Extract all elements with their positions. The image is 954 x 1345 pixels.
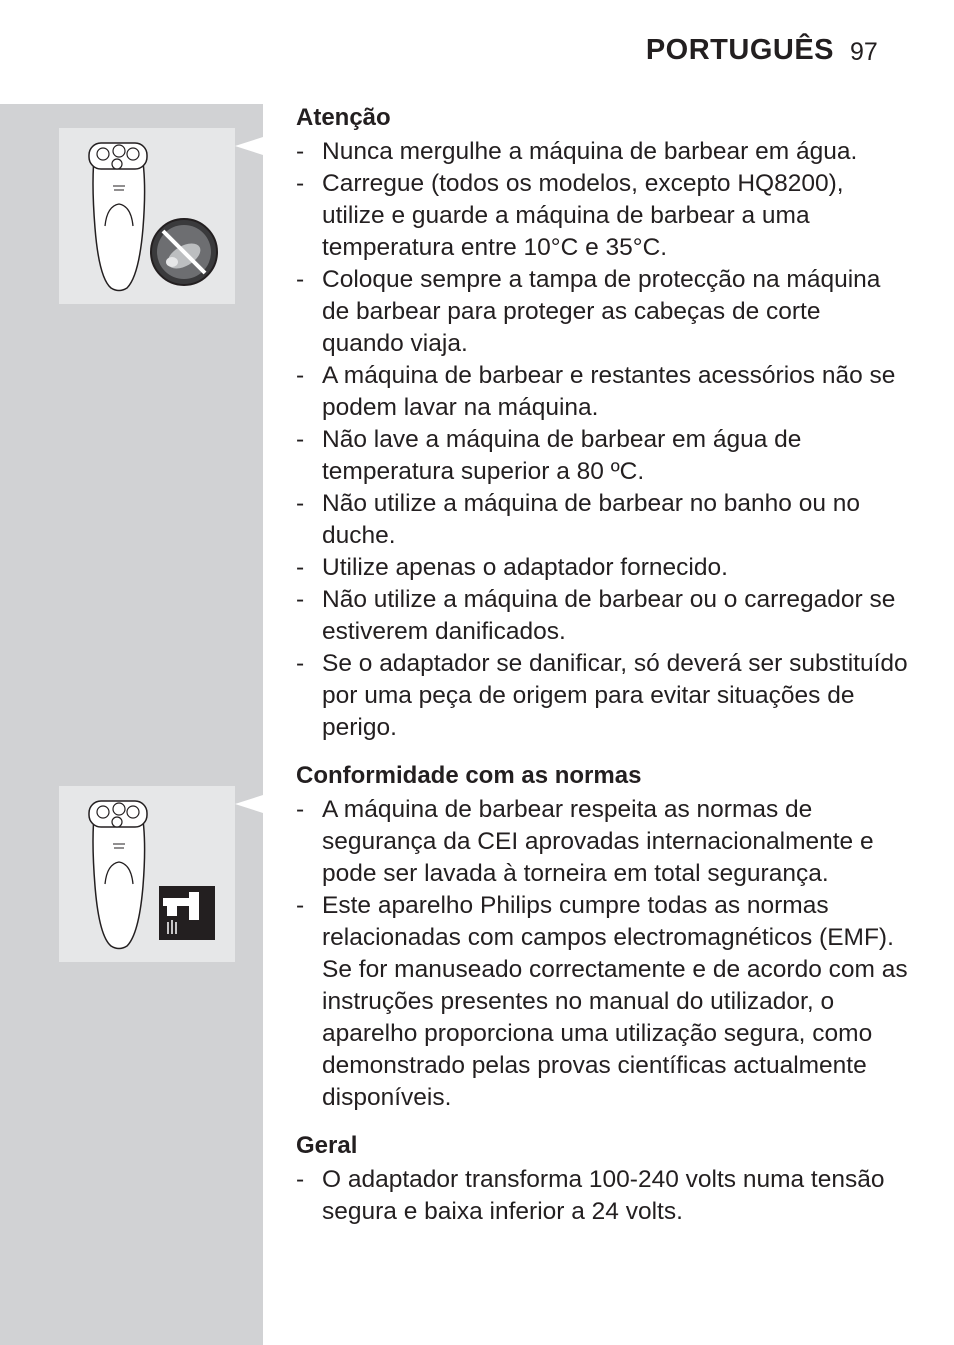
- list-item: - Coloque sempre a tampa de protecção na máquina de barbear para proteger as cabeças de corte quando viaja.: [296, 266, 881, 357]
- section-title: Conformidade com as normas: [296, 762, 642, 789]
- section-title: Atenção: [296, 104, 391, 131]
- main-content: [296, 100, 908, 1242]
- list-item: - Não utilize a máquina de barbear ou o carregador se estiverem danificados.: [296, 586, 896, 645]
- shaver-no-immersion-illustration: [59, 128, 235, 304]
- page-number: 97: [850, 38, 878, 66]
- section-conformidade: [296, 758, 908, 1114]
- list-item: - Nunca mergulhe a máquina de barbear em água.: [296, 138, 858, 165]
- shaver-no-immersion-icon: [59, 128, 235, 304]
- image-pointer-notch: [235, 137, 263, 155]
- list-item: - Não utilize a máquina de barbear no banho ou no duche.: [296, 490, 861, 549]
- bullet-list: [296, 794, 908, 1114]
- section-title: Geral: [296, 1132, 358, 1159]
- list-item: - A máquina de barbear e restantes acessórios não se podem lavar na máquina.: [296, 362, 896, 421]
- image-pointer-notch: [235, 795, 263, 813]
- list-item: - O adaptador transforma 100-240 volts numa tensão segura e baixa inferior a 24 volts.: [296, 1166, 885, 1225]
- bullet-list: [296, 1164, 908, 1228]
- list-item: - Este aparelho Philips cumpre todas as normas relacionadas com campos electromagnéticos (EMF). Se for manuseado correctamente e de acordo com as instruções presentes no manual do utilizador, o aparelho proporciona uma utilização segura, como demonstrado pelas provas científicas actualmente disponíveis.: [296, 892, 908, 1111]
- section-geral: [296, 1128, 908, 1228]
- list-item: - Não lave a máquina de barbear em água de temperatura superior a 80 ºC.: [296, 426, 802, 485]
- list-item: - Utilize apenas o adaptador fornecido.: [296, 554, 728, 581]
- list-item: - Se o adaptador se danificar, só deverá ser substituído por uma peça de origem para evitar situações de perigo.: [296, 650, 908, 741]
- bullet-list: [296, 136, 908, 744]
- shaver-tap-rinse-icon: [59, 786, 235, 962]
- page-language-heading: PORTUGUÊS: [645, 34, 834, 66]
- list-item: - A máquina de barbear respeita as normas de segurança da CEI aprovadas internacionalmente e pode ser lavada à torneira em total segurança.: [296, 796, 874, 887]
- shaver-tap-rinse-illustration: [59, 786, 235, 962]
- section-atencao: [296, 100, 908, 744]
- list-item: - Carregue (todos os modelos, excepto HQ8200), utilize e guarde a máquina de barbear a uma temperatura entre 10°C e 35°C.: [296, 170, 844, 261]
